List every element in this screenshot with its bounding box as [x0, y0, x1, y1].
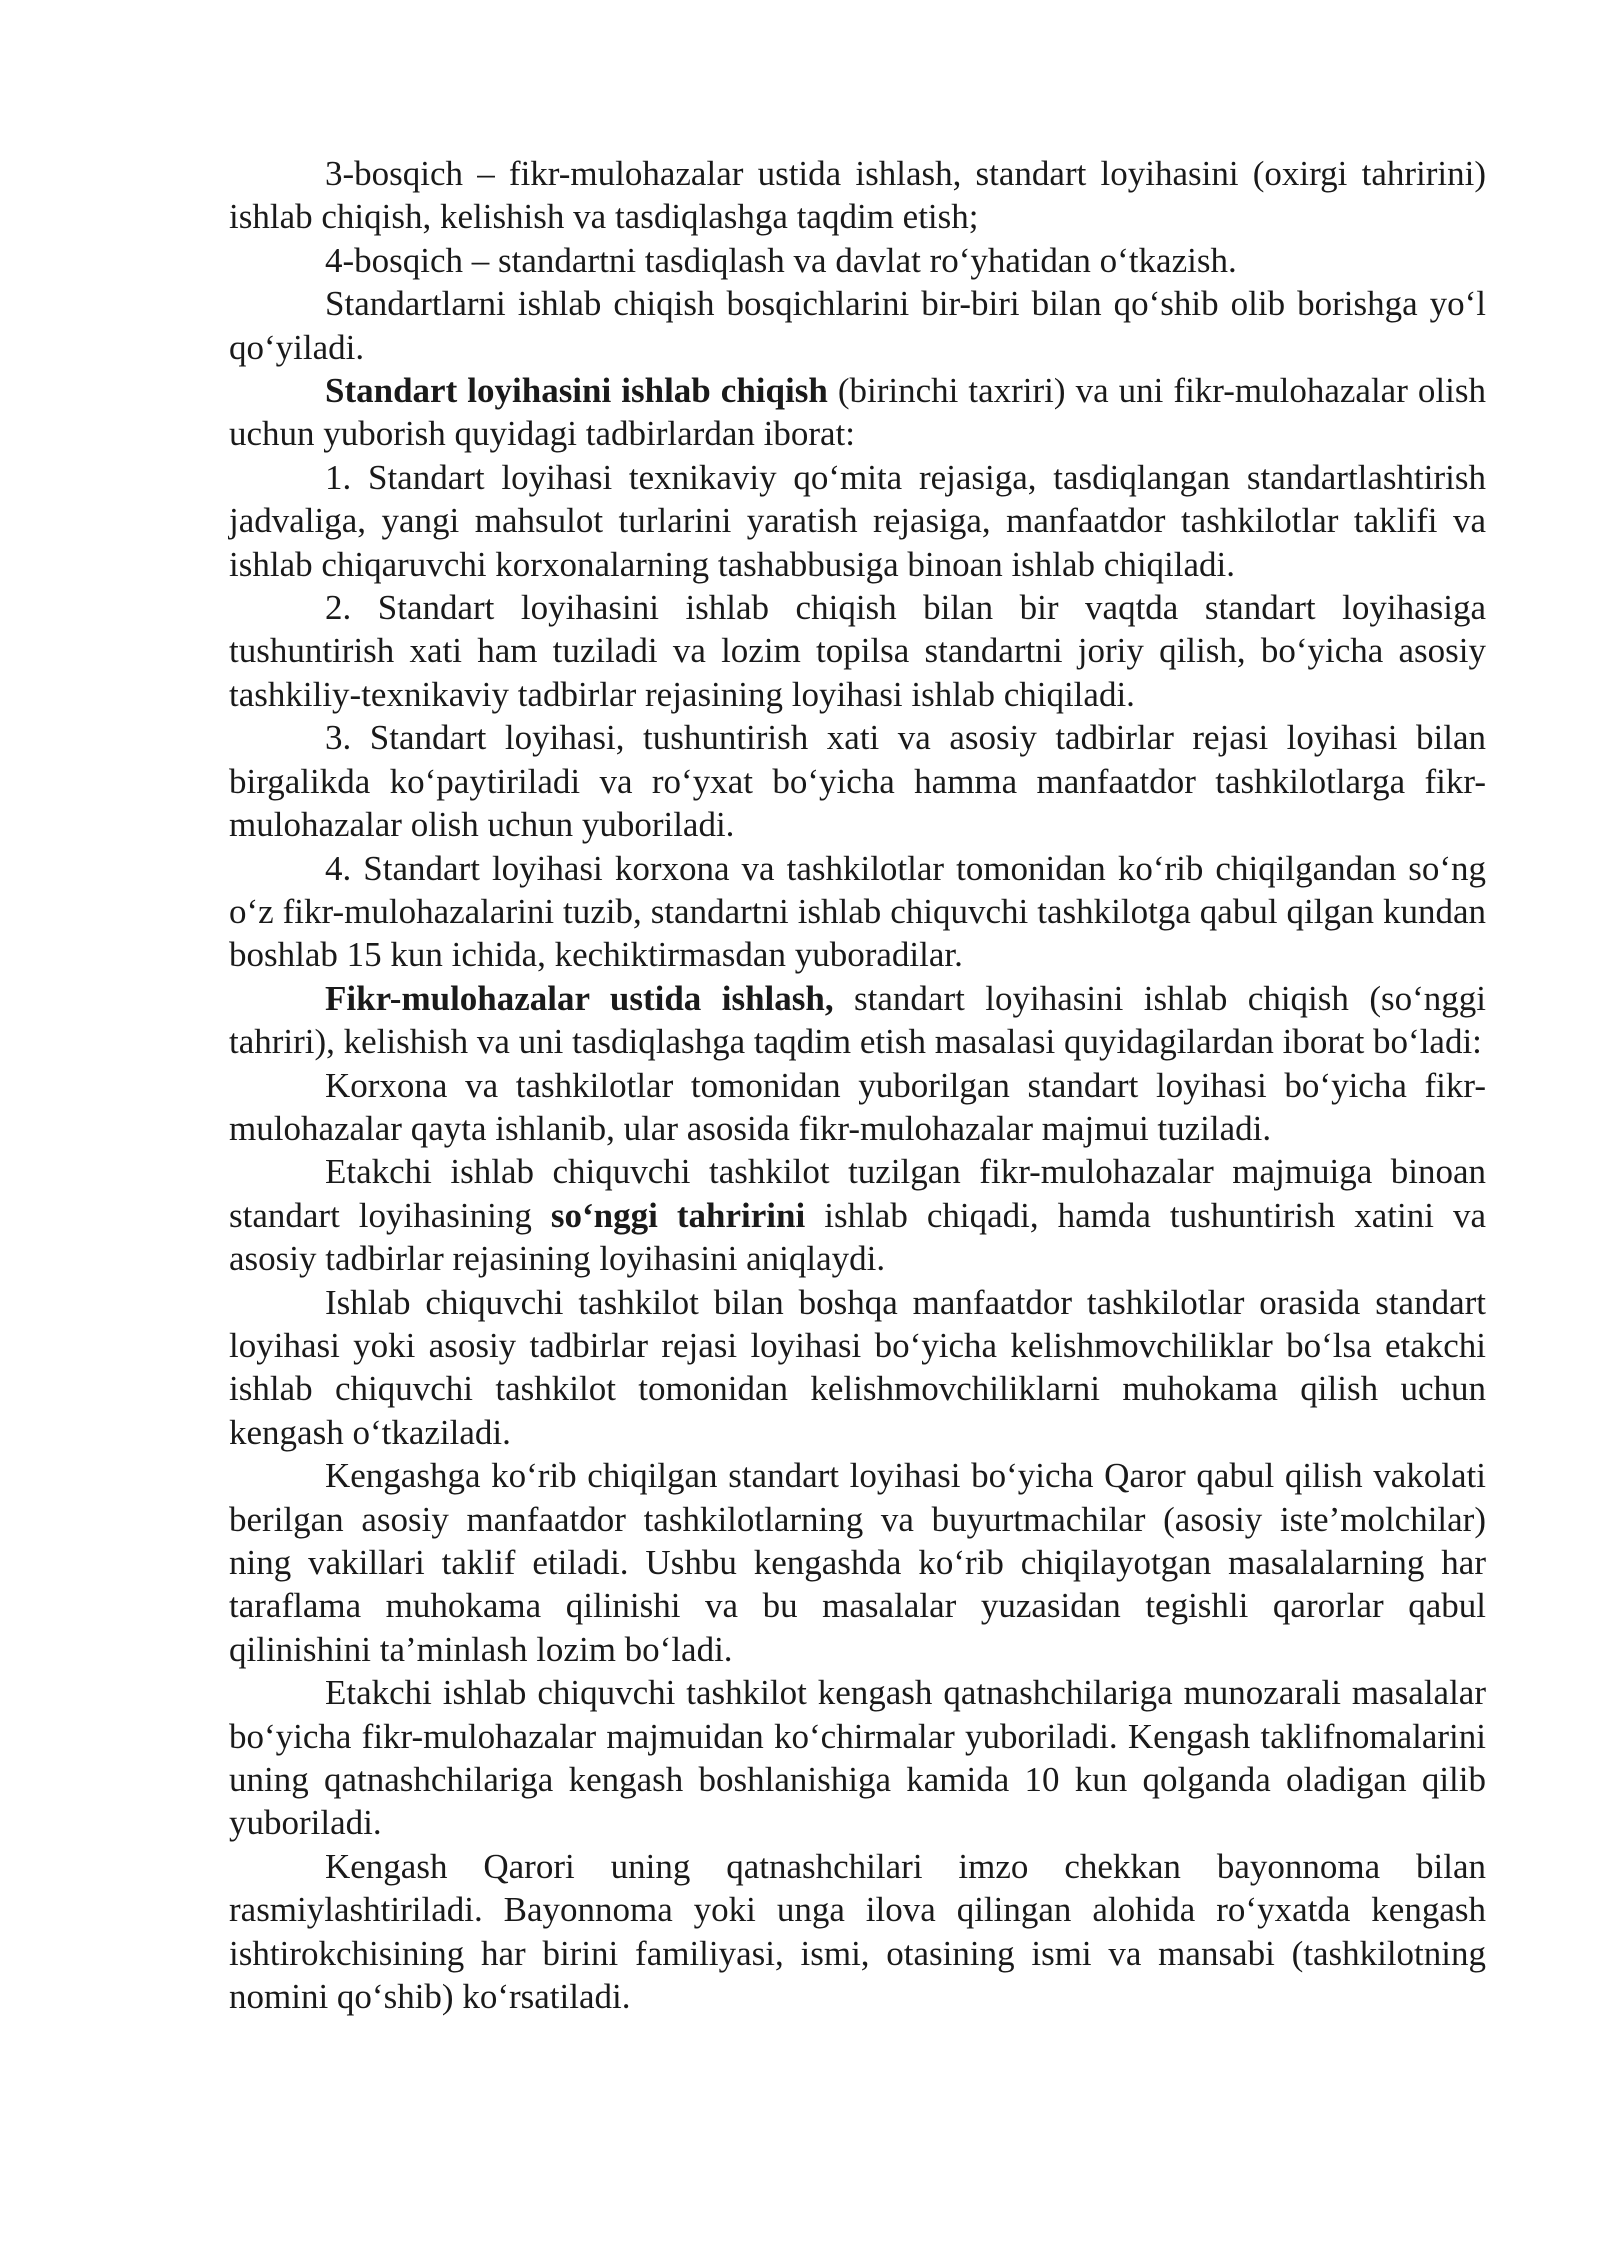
- text-segment: Standartlarni ishlab chiqish bosqichlarini bir-biri bilan qo‘shib olib borishga yo‘l qo‘yiladi.: [229, 284, 1486, 367]
- text-segment: Kengashga ko‘rib chiqilgan standart loyihasi bo‘yicha Qaror qabul qilish vakolati berilgan asosiy manfaatdor tashkilotlarning va buyurtmachilar (asosiy iste’molchilar) ning vakillari taklif etiladi. Ushbu kengashda ko‘rib chiqilayotgan masalalarning har taraflama muhokama qilinishi va bu masalalar yuzasidan tegishli qarorlar qabul qilinishini ta’minlash lozim bo‘ladi.: [229, 1456, 1486, 1669]
- text-segment: Kengash Qarori uning qatnashchilari imzo chekkan bayonnoma bilan rasmiylashtiriladi. Bayonnoma yoki unga ilova qilingan alohida ro‘yxatda kengash ishtirokchisining har birini familiyasi, ismi, otasining ismi va mansabi (tashkilotning nomini qo‘shib) ko‘rsatiladi.: [229, 1846, 1486, 2017]
- text-segment: ishlab chiqadi, hamda tushuntirish xatini va asosiy tadbirlar rejasining loyihasini aniqlaydi.: [229, 1195, 1486, 1279]
- text-segment: 1. Standart loyihasi texnikaviy qo‘mita rejasiga, tasdiqlangan standartlashtirish jadvaliga, yangi mahsulot turlarini yaratish rejasiga, manfaatdor tashkilotlar taklifi va ishlab chiqaruvchi korxonalarning tashabbusiga binoan ishlab chiqiladi.: [229, 457, 1486, 584]
- paragraph-final-edition: [229, 1150, 1486, 1280]
- paragraph-draft-development: [229, 369, 1486, 456]
- text-segment: 3. Standart loyihasi, tushuntirish xati va asosiy tadbirlar rejasi loyihasi bilan birgalikda ko‘paytiriladi va ro‘yxat bo‘yicha hamma manfaatdor tashkilotlarga fikr-mulohazalar olish uchun yuboriladi.: [229, 718, 1486, 845]
- paragraph-stages-combined: [229, 282, 1486, 369]
- text-segment: 4-bosqich – standartni tasdiqlash va davlat ro‘yhatidan o‘tkazish.: [325, 240, 1237, 280]
- paragraph-item-2: [229, 586, 1486, 716]
- paragraph-item-3: [229, 716, 1486, 846]
- paragraph-feedback-work: [229, 977, 1486, 1064]
- bold-heading: Standart loyihasini ishlab chiqish: [325, 371, 828, 411]
- text-segment: (birinchi taxriri) va uni fikr-mulohazalar olish uchun yuborish quyidagi tadbirlardan iborat:: [229, 371, 1486, 454]
- text-segment: standart loyihasini ishlab chiqish (so‘nggi tahriri), kelishish va uni tasdiqlashga taqdim etish masalasi quyidagilardan iborat bo‘ladi:: [229, 978, 1486, 1062]
- text-segment: 2. Standart loyihasini ishlab chiqish bilan bir vaqtda standart loyihasiga tushuntirish xati ham tuziladi va lozim topilsa standartni joriy qilish, bo‘yicha asosiy tashkiliy-texnikaviy tadbirlar rejasining loyihasi ishlab chiqiladi.: [229, 588, 1486, 714]
- text-segment: Etakchi ishlab chiquvchi tashkilot tuzilgan fikr-mulohazalar majmuiga binoan standart loyihasining: [229, 1152, 1486, 1235]
- paragraph-item-4: [229, 847, 1486, 977]
- text-segment: Ishlab chiquvchi tashkilot bilan boshqa manfaatdor tashkilotlar orasida standart loyihasi yoki asosiy tadbirlar rejasi loyihasi bo‘yicha kelishmovchiliklar bo‘lsa etakchi ishlab chiquvchi tashkilot tomonidan kelishmovchiliklarni muhokama qilish uchun kengash o‘tkaziladi.: [229, 1282, 1486, 1452]
- paragraph-feedback-processing: [229, 1064, 1486, 1151]
- text-segment: 4. Standart loyihasi korxona va tashkilotlar tomonidan ko‘rib chiqilgandan so‘ng o‘z fikr-mulohazalarini tuzib, standartni ishlab chiquvchi tashkilotga qabul qilgan kundan boshlab 15 kun ichida, kechiktirmasdan yuboradilar.: [229, 848, 1486, 975]
- bold-heading: Fikr-mulohazalar ustida ishlash,: [325, 978, 834, 1018]
- paragraph-council-participants: [229, 1454, 1486, 1671]
- paragraph-council-decision: [229, 1845, 1486, 2019]
- document-page: [229, 152, 1486, 2018]
- text-segment: Etakchi ishlab chiquvchi tashkilot kengash qatnashchilariga munozarali masalalar bo‘yicha fikr-mulohazalar majmuidan ko‘chirmalar yuboriladi. Kengash taklifnomalarini uning qatnashchilariga kengash boshlanishiga kamida 10 kun qolganda oladigan qilib yuboriladi.: [229, 1673, 1486, 1843]
- paragraph-item-1: [229, 456, 1486, 586]
- text-segment: Korxona va tashkilotlar tomonidan yuborilgan standart loyihasi bo‘yicha fikr-mulohazalar qayta ishlanib, ular asosida fikr-mulohazalar majmui tuziladi.: [229, 1065, 1486, 1148]
- paragraph-stage-4: [229, 239, 1486, 282]
- paragraph-disagreements: [229, 1281, 1486, 1455]
- bold-phrase: so‘nggi tahririni: [550, 1195, 806, 1235]
- text-segment: 3-bosqich – fikr-mulohazalar ustida ishlash, standart loyihasini (oxirgi tahririni) ishlab chiqish, kelishish va tasdiqlashga taqdim etish;: [229, 154, 1486, 237]
- paragraph-stage-3: [229, 152, 1486, 239]
- paragraph-council-invitations: [229, 1671, 1486, 1845]
